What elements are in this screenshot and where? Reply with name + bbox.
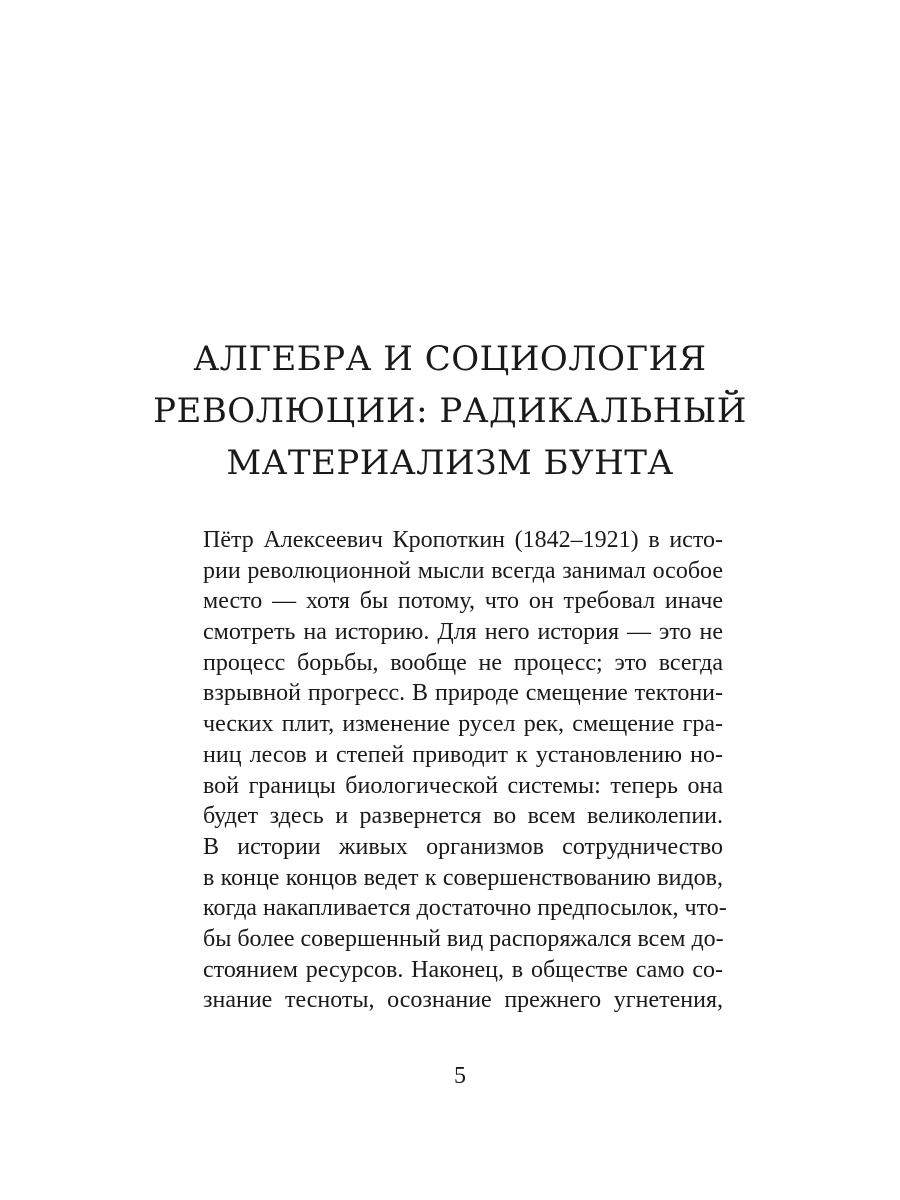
chapter-title [150, 333, 750, 489]
page-number: 5 [454, 1063, 466, 1089]
body-paragraph [203, 525, 727, 1016]
paragraph-line: Пётр Алексеевич Кропоткин (1842–1921) в исто- [203, 527, 723, 553]
paragraph-line: смотреть на историю. Для него история — это не [203, 619, 723, 646]
paragraph-line: ческих плит, изменение русел рек, смещение гра- [203, 711, 723, 738]
paragraph-line: в конце концов ведет к совершенствованию видов, [203, 864, 723, 891]
chapter-title-line: РЕВОЛЮЦИИ: РАДИКАЛЬНЫЙ [153, 391, 747, 431]
paragraph-line: место — хотя бы потому, что он требовал иначе [203, 588, 723, 615]
chapter-title-line: АЛГЕБРА И СОЦИОЛОГИЯ [193, 339, 707, 379]
paragraph-line: знание тесноты, осознание прежнего угнетения, [203, 987, 723, 1014]
paragraph-line: вой границы биологической системы: теперь она [203, 772, 723, 799]
paragraph-line: процесс борьбы, вообще не процесс; это всегда [203, 649, 723, 676]
paragraph-line: будет здесь и развернется во всем великолепии. [203, 803, 723, 830]
paragraph-line: В истории живых организмов сотрудничество [203, 833, 723, 860]
paragraph-line: когда накапливается достаточно предпосылок, что- [203, 895, 727, 922]
paragraph-line: стоянием ресурсов. Наконец, в обществе само со- [203, 956, 723, 983]
paragraph-line: рии революционной мысли всегда занимал особое [203, 557, 723, 584]
chapter-title-line: МАТЕРИАЛИЗМ БУНТА [226, 443, 674, 483]
paragraph-line: взрывной прогресс. В природе смещение тектони- [203, 680, 723, 707]
paragraph-line: ниц лесов и степей приводит к установлению но- [203, 741, 723, 768]
paragraph-line: бы более совершенный вид распоряжался всем до- [203, 925, 724, 952]
